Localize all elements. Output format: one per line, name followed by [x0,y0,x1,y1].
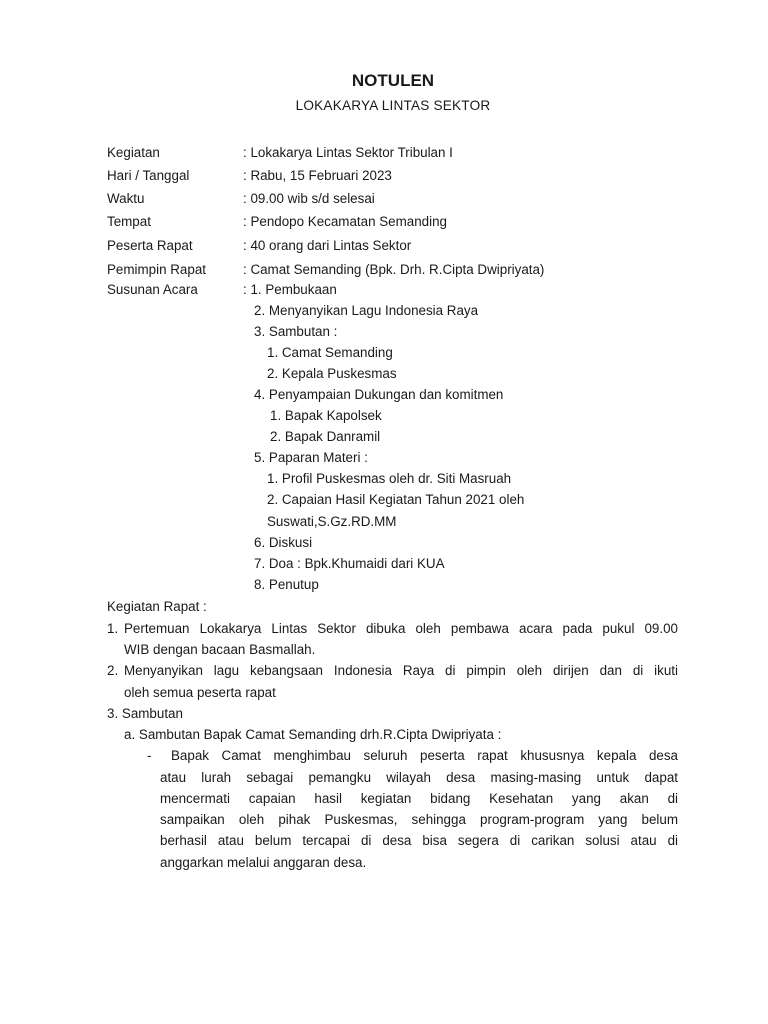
info-label: Kegiatan [107,145,160,160]
list-subitem-text: a. Sambutan Bapak Camat Semanding drh.R.Cipta Dwipriyata : [124,727,502,742]
info-value: : Lokakarya Lintas Sektor Tribulan I [243,145,453,160]
paragraph-line: atau lurah sebagai pemangku wilayah desa masing-masing untuk dapat [160,770,678,785]
agenda-subitem: 2. Capaian Hasil Kegiatan Tahun 2021 oleh [267,492,525,507]
agenda-item: 7. Doa : Bpk.Khumaidi dari KUA [254,556,445,571]
info-label: Waktu [107,191,145,206]
list-item-text: WIB dengan bacaan Basmallah. [124,642,316,657]
list-item-text: Pertemuan Lokakarya Lintas Sektor dibuka oleh pembawa acara pada pukul 09.00 [124,621,678,636]
agenda-item: 8. Penutup [254,577,319,592]
minutes-heading: Kegiatan Rapat : [107,599,207,614]
info-label: Tempat [107,214,151,229]
list-number: 2. [107,663,119,678]
agenda-item: 4. Penyampaian Dukungan dan komitmen [254,387,504,402]
list-item-text: Menyanyikan lagu kebangsaan Indonesia Raya di pimpin oleh dirijen dan di ikuti [124,663,678,678]
info-label: Pemimpin Rapat [107,262,206,277]
agenda-item: 2. Menyanyikan Lagu Indonesia Raya [254,303,479,318]
paragraph-line: mencermati capaian hasil kegiatan bidang Kesehatan yang akan di [160,791,678,806]
info-value: : 09.00 wib s/d selesai [243,191,375,206]
info-value: : Camat Semanding (Bpk. Drh. R.Cipta Dwipriyata) [243,262,545,277]
info-value: : Rabu, 15 Februari 2023 [243,168,392,183]
agenda-subitem: 2. Kepala Puskesmas [267,366,397,381]
info-label: Hari / Tanggal [107,168,190,183]
info-value: : Pendopo Kecamatan Semanding [243,214,447,229]
list-item-text: 3. Sambutan [107,706,183,721]
paragraph-line: sampaikan oleh pihak Puskesmas, sehingga program-program yang belum [160,812,678,827]
paragraph-line: berhasil atau belum tercapai di desa bisa segera di carikan solusi atau di [160,833,678,848]
agenda-subitem: 1. Profil Puskesmas oleh dr. Siti Masruah [267,471,512,486]
dash-bullet: - [147,748,152,763]
info-value: : 40 orang dari Lintas Sektor [243,238,412,253]
agenda-item: 5. Paparan Materi : [254,450,368,465]
agenda-subitem: Suswati,S.Gz.RD.MM [267,514,397,529]
agenda-subitem: 1. Bapak Kapolsek [270,408,382,423]
agenda-subitem: 2. Bapak Danramil [270,429,381,444]
list-item-text: oleh semua peserta rapat [124,685,276,700]
agenda-item: 6. Diskusi [254,535,313,550]
agenda-item: 3. Sambutan : [254,324,338,339]
paragraph-line: anggarkan melalui anggaran desa. [160,855,367,870]
info-value: : 1. Pembukaan [243,282,337,297]
info-label: Susunan Acara [107,282,198,297]
info-label: Peserta Rapat [107,238,193,253]
document-subtitle: LOKAKARYA LINTAS SEKTOR [295,98,491,113]
paragraph-line: Bapak Camat menghimbau seluruh peserta rapat khususnya kepala desa [171,748,678,763]
document-title: NOTULEN [351,71,435,90]
agenda-subitem: 1. Camat Semanding [267,345,393,360]
list-number: 1. [107,621,119,636]
